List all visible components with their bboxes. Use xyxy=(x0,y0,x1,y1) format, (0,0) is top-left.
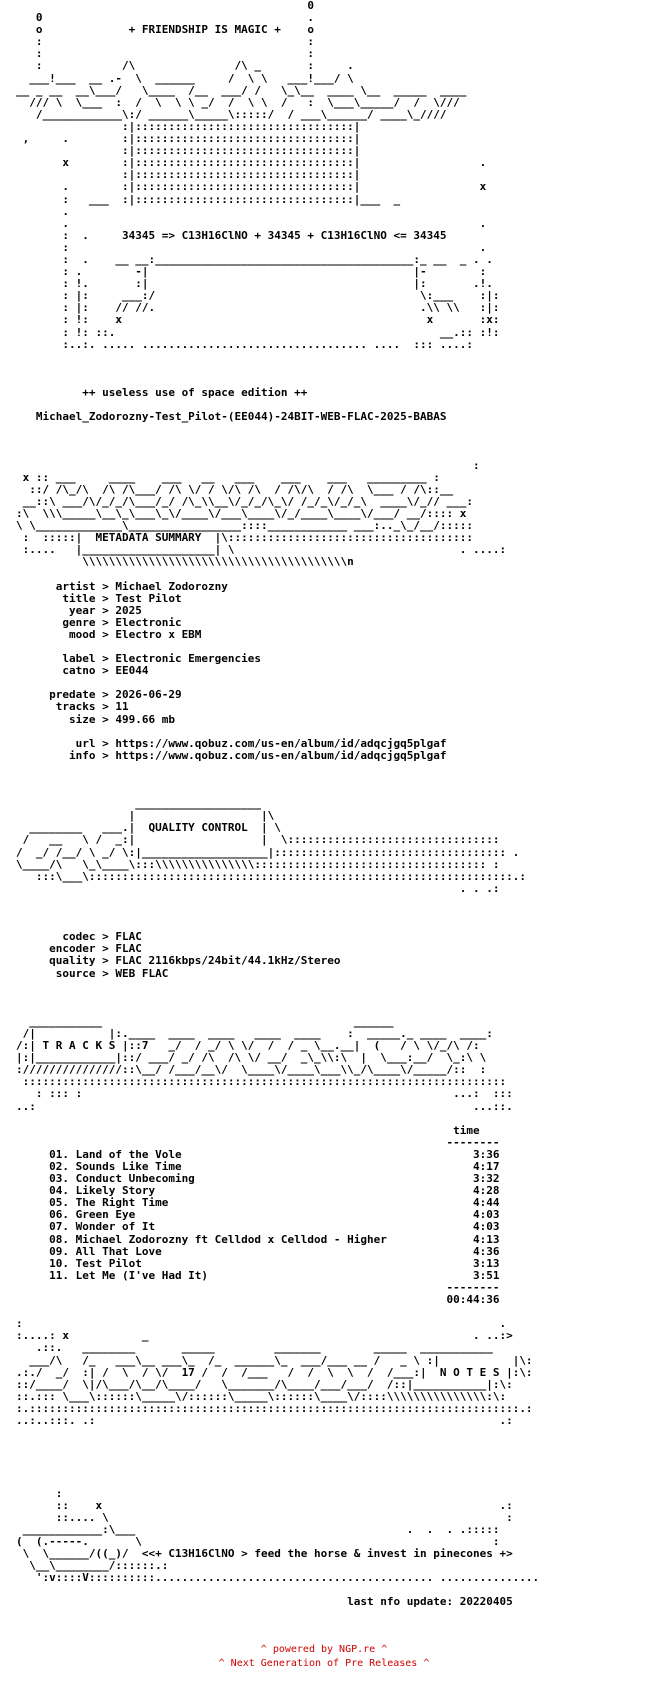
nfo-art-text: 0 0 . o + FRIENDSHIP IS MAGIC + o : : : : : /\ /\ _ : . ___!___ __ .- \ ______ / \ \ ___!___/ \ __ _ __ __\___/ \____ /__ ___/ / \_\__ ____ \__ _____ ____ /// \ \___ : / \ \ \ _/ / \ \ / : \___\_____/ / \/// /____________\:/ ______\_____\:::::/ / ___\______/ ____\_//// :|:::::::::::::::::::::::::::::::::| , . :|:::::::::::::::::::::::::::::::::| :|:::::::::::::::::::::::::::::::::| x :|:::::::::::::::::::::::::::::::::| . :|:::::::::::::::::::::::::::::::::| . :|:::::::::::::::::::::::::::::::::| x : ___ :|:::::::::::::::::::::::::::::::::|___ _ . . . : . 34345 => C13H16ClNO + 34345 + C13H16ClNO <= 34345 : . : . __ __:_______________________________________:_ __ _ . . : . -| |- : : !. :| |: .!. : |: ___:/ \:___ :|: : |: // //. .\\ \\ :|: : !: x x :x: : !: ::. __.:: :!: :..:. ..... .................................. .... ::: ....: ++ useless use of space edition ++ Michael_Zodorozny-Test_Pilot-(EE044)-24BIT-WEB-FLAC-2025-BABAS : x :: ___ ____ ___ __ ___ ___ ___ _________ : ::/ /\_/\ /\ /\___/ /\ \/ / \/\ /\ / /\/\ / /\ \___ / /\::__ __::\ ___/\/_/_/\___/_/ /\_\\__\/_/_/\_\/ /_/_\/_/_\ ____\/_// ___: :\ \\\_____\__\_\___\_\/____\/___\____\/_/____\____\/___/ __/:::: x \ \_____________\_________________::::____________ ___:.._\_/__/::::: : :::::| METADATA SUMMARY |\::::::::::::::::::::::::::::::::::::: :.... |____________________| \ . ....: \\\\\\\\\\\\\\\\\\\\\\\\\\\\\\\\\\\\\\\\n artist > Michael Zodorozny title > Test Pilot year > 2025 genre > Electronic mood > Electro x EBM label > Electronic Emergencies catno > EE044 predate > 2026-06-29 tracks > 11 size > 499.66 mb url > https://www.qobuz.com/us-en/album/id/adqcjgq5plgaf info > https://www.qobuz.com/us-en/album/id/adqcjgq5plgaf ___________________ | |\ ________ ___.| QUALITY CONTROL | \ / __ \ / _:| | \:::::::::::::::::::::::::::::::: / _/ /__/ \ _/ \:|___________________|::::::::::::::::::::::::::::::::::: . \____/\ \_\____\:::\\\\\\\\\\\\\\\::::::::::::::::::::::::::::::::::: : :::\___\::::::::::::::::::::::::::::::::::::::::::::::::::::::::::::::::.: . . .: codec > FLAC encoder > FLAC quality > FLAC 2116kbps/24bit/44.1kHz/Stereo source > WEB FLAC ___________ ______ /| |:.____ ____ ____ ____ ____ : _____._ ____ ____: /:| T R A C K S |::7 _/ / _/ \ \/ / / _ \__.__| ( / \ \/_/\ /: |:|____________|::/ ___/ _/ /\ /\ \/ __/ _\_\\:\ | \___:__/ \_:\ \ :///////////////::\__/ /___/__\/ \____\/____\___\\_/\____\/_____/:: : ::::::::::::::::::::::::::::::::::::::::::::::::::::::::::::::::::::::::: : ::: : ...: ::: ..: ...::. time -------- 01. Land of the Vole 3:36 02. Sounds Like Time 4:17 03. Conduct Unbecoming 3:32 04. Likely Story 4:28 05. The Right Time 4:44 06. Green Eye 4:03 07. Wonder of It 4:03 08. Michael Zodorozny ft Celldod x Celldod - Higher 4:13 09. All That Love 4:36 10. Test Pilot 3:13 11. Let Me (I've Had It) 3:51 -------- 00:44:36 : . :....: x _ . ..:> .::. ________ _____ _______ _____ ___________ ___/\ /_ ___\__ ___\_ /_ ______\_ ___/___ __ / _ \ :| |\: .:./ _/ :| / \ / \/ 17 / / /___ / / \ \ / /___:| N O T E S |:\: ::/____/ \|/\___/\__/\____/ \_______/\____/___/___/ /::|___________|:\: ::.::: \___\::::::\_____\/::::::\_____\::::::\____\/::::\\\\\\\\\\\\\\\:\: :.::::::::::::::::::::::::::::::::::::::::::::::::::::::::::::::::::::::::::.: ..:..:::. .: .: : :: x .: ::.... \ : ____________:\___ . . . .::::: ( (.-----. \ : \ \______/((_)/ <<+ C13H16ClNO > feed the horse & invest in pinecones +> \__\________/::::::.: ':v::::V::::::::::.......................................... ............... last nfo update: 20220405 xyxy=(16,0,540,1609)
footer-tagline: ^ Next Generation of Pre Releases ^ xyxy=(218,1658,430,1669)
footer-powered-by: ^ powered by NGP.re ^ xyxy=(260,1644,388,1655)
